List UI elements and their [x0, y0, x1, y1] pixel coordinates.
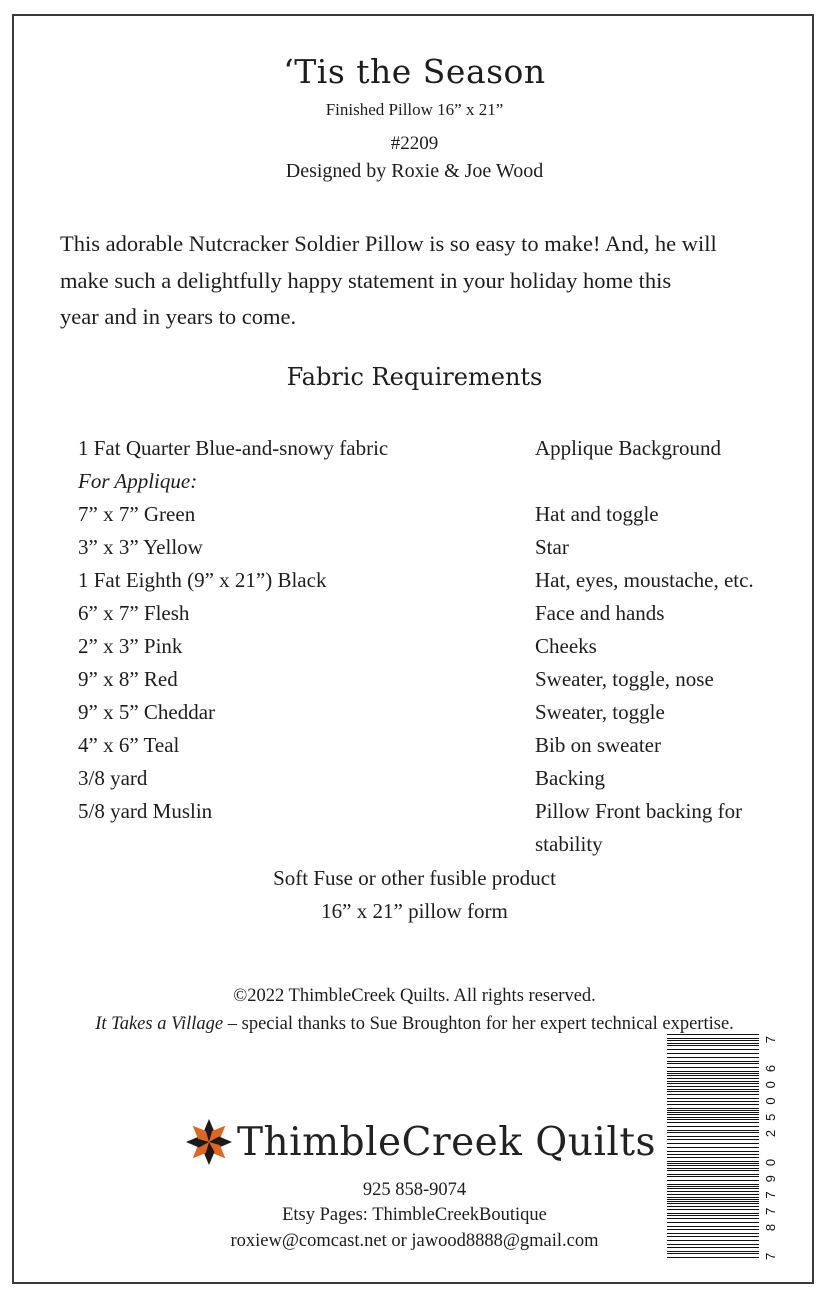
barcode-bar: [667, 1094, 759, 1095]
fabric-item: 3” x 3” Yellow: [78, 535, 203, 559]
barcode-bar: [667, 1126, 759, 1127]
fabric-item: 1 Fat Eighth (9” x 21”) Black: [78, 568, 327, 592]
barcode-bar: [667, 1139, 759, 1140]
phone-number: 925 858-9074: [362, 1180, 467, 1200]
barcode-bar: [667, 1038, 759, 1039]
fusible-requirement: Soft Fuse or other fusible product: [273, 866, 556, 890]
fabric-item: 9” x 8” Red: [78, 667, 178, 691]
barcode-bar: [667, 1132, 759, 1133]
barcode-bar: [667, 1071, 759, 1072]
barcode-bar: [667, 1078, 759, 1079]
barcode-bar: [667, 1075, 759, 1076]
fabric-section-label: For Applique:: [78, 469, 198, 493]
barcode-bar: [667, 1114, 759, 1115]
barcode-bar: [667, 1143, 759, 1144]
barcode-bar: [667, 1045, 759, 1046]
fabric-use: Bib on sweater: [535, 733, 661, 757]
barcode-bar: [667, 1063, 759, 1064]
barcode-bar: [667, 1253, 759, 1254]
fabric-item: 4” x 6” Teal: [78, 733, 180, 757]
barcode-bar: [667, 1061, 759, 1062]
fabric-use: Sweater, toggle: [535, 700, 665, 724]
barcode-bar: [667, 1104, 759, 1105]
barcode-bar: [667, 1057, 759, 1058]
intro-paragraph: [60, 226, 800, 336]
fabric-item: 7” x 7” Green: [78, 502, 196, 526]
etsy-page: Etsy Pages: ThimbleCreekBoutique: [282, 1205, 547, 1225]
fabric-use: Pillow Front backing for: [535, 799, 743, 823]
barcode-bar: [667, 1086, 759, 1087]
barcode-bar: [667, 1040, 759, 1041]
fabric-use: Star: [535, 535, 569, 559]
brand-name: ThimbleCreek Quilts: [237, 1120, 656, 1165]
barcode-bar: [667, 1157, 759, 1158]
pattern-number: #2209: [390, 133, 439, 154]
barcode-bar: [667, 1034, 759, 1035]
fabric-item: 1 Fat Quarter Blue-and-snowy fabric: [78, 436, 389, 460]
page-title: ‘Tis the Season: [283, 52, 546, 91]
barcode-bar: [667, 1110, 759, 1111]
barcode-bar: [667, 1170, 759, 1171]
barcode-bar: [667, 1089, 759, 1090]
acknowledgement-text: – special thanks to Sue Broughton for her expert technical expertise.: [223, 1014, 734, 1034]
fabric-item: 6” x 7” Flesh: [78, 601, 190, 625]
barcode-bar: [667, 1201, 759, 1202]
fabric-use: Hat, eyes, moustache, etc.: [535, 568, 754, 592]
barcode-bar: [667, 1174, 759, 1175]
barcode-bar: [667, 1091, 759, 1092]
barcode-bar: [667, 1108, 759, 1109]
barcode-bar: [667, 1257, 759, 1258]
barcode-bar: [667, 1083, 759, 1084]
barcode-bar: [667, 1073, 759, 1074]
barcode-bar: [667, 1136, 759, 1137]
acknowledgement-title: It Takes a Village: [95, 1014, 224, 1034]
barcode-bar: [667, 1151, 759, 1152]
upc-barcode: [667, 1032, 785, 1262]
designer-credit: Designed by Roxie & Joe Wood: [285, 160, 544, 182]
barcode-digits: 7 87790 25006 7: [763, 1036, 778, 1260]
pillow-form-requirement: 16” x 21” pillow form: [321, 899, 508, 923]
fabric-use: Backing: [535, 766, 605, 790]
barcode-bar: [667, 1112, 759, 1113]
barcode-bar: [667, 1163, 759, 1164]
contact-emails: roxiew@comcast.net or jawood8888@gmail.com: [230, 1231, 599, 1251]
intro-line: This adorable Nutcracker Soldier Pillow is so easy to make! And, he will: [60, 231, 717, 256]
barcode-bar: [667, 1147, 759, 1148]
fabric-use: Face and hands: [535, 601, 665, 625]
fabric-item: 9” x 5” Cheddar: [78, 700, 216, 724]
fabric-use: Cheeks: [535, 634, 597, 658]
fabric-item: 5/8 yard Muslin: [78, 799, 213, 823]
fabric-requirements-heading: Fabric Requirements: [286, 363, 543, 391]
intro-line: make such a delightfully happy statement in your holiday home this: [60, 267, 672, 293]
barcode-bar: [667, 1168, 759, 1169]
barcode-bar: [667, 1067, 759, 1068]
barcode-bar: [667, 1081, 759, 1082]
barcode-bar: [667, 1229, 759, 1230]
copyright-notice: ©2022 ThimbleCreek Quilts. All rights reserved.: [233, 986, 596, 1006]
pillow-size: Finished Pillow 16” x 21”: [325, 100, 504, 119]
barcode-bar: [667, 1117, 759, 1118]
barcode-bar: [667, 1119, 759, 1120]
barcode-bar: [667, 1098, 759, 1099]
barcode-bar: [667, 1226, 759, 1227]
barcode-bar: [667, 1154, 759, 1155]
fabric-use: Sweater, toggle, nose: [535, 667, 714, 691]
barcode-bar: [667, 1176, 759, 1177]
fabric-use: stability: [535, 832, 603, 856]
barcode-bar: [667, 1043, 759, 1044]
barcode-bar: [667, 1130, 759, 1131]
barcode-bar: [667, 1122, 759, 1123]
fabric-use: Hat and toggle: [535, 502, 659, 526]
barcode-bar: [667, 1101, 759, 1102]
intro-line: year and in years to come.: [60, 304, 297, 329]
fabric-item: 3/8 yard: [78, 766, 148, 790]
barcode-bar: [667, 1161, 759, 1162]
barcode-bar: [667, 1165, 759, 1166]
barcode-bar: [667, 1053, 759, 1054]
barcode-bar: [667, 1203, 759, 1204]
fabric-use: Applique Background: [535, 436, 722, 460]
fabric-item: 2” x 3” Pink: [78, 634, 183, 658]
star-logo-icon: [185, 1118, 233, 1166]
barcode-bar: [667, 1049, 759, 1050]
